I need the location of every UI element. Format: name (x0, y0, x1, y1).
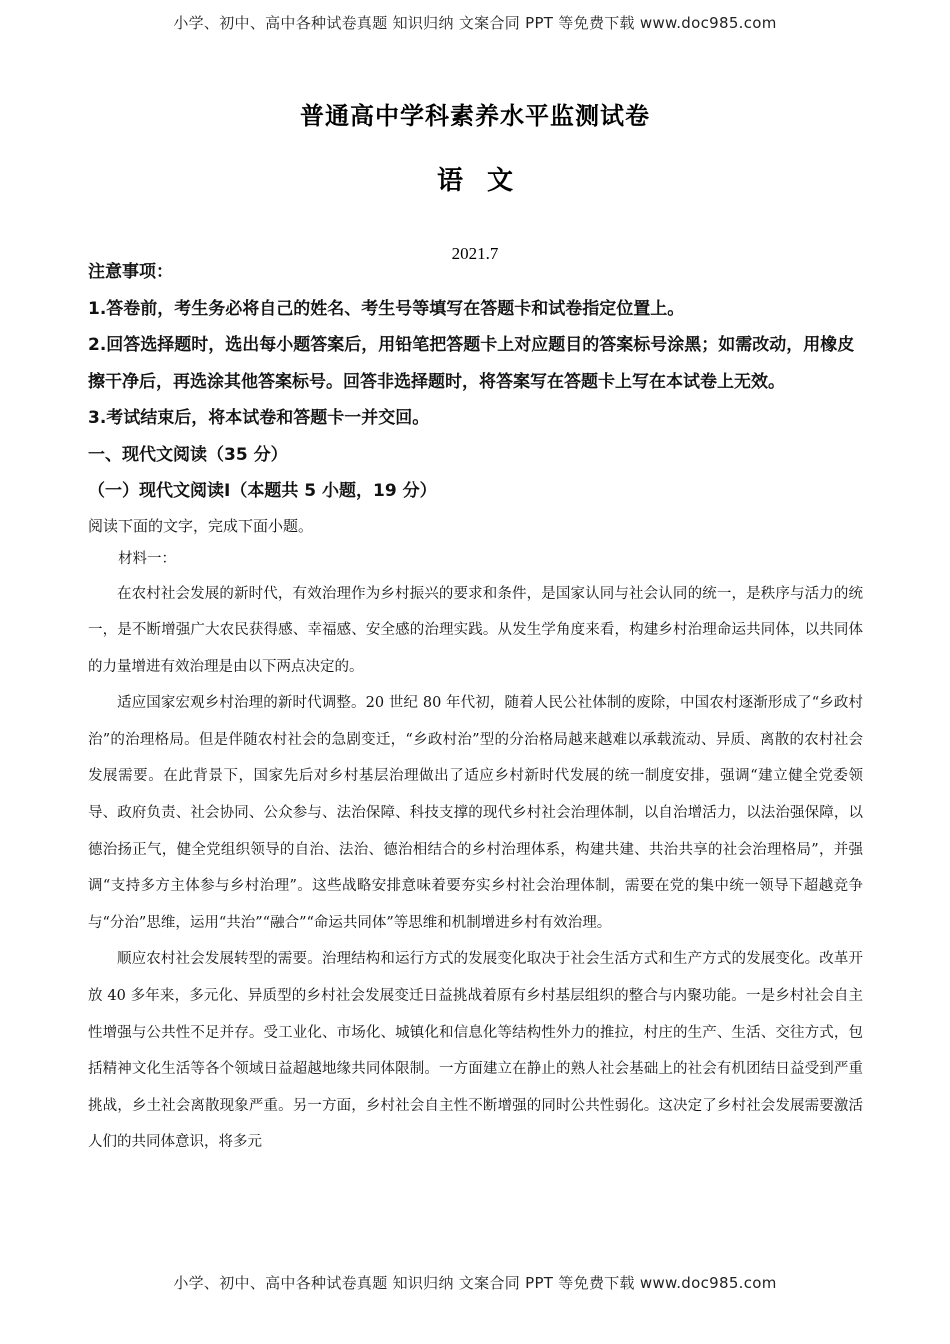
notice-item-1: 1.答卷前，考生务必将自己的姓名、考生号等填写在答题卡和试卷指定位置上。 (88, 298, 685, 319)
paragraph-1: 在农村社会发展的新时代，有效治理作为乡村振兴的要求和条件，是国家认同与社会认同的统一，是秩序与活力的统一，是不断增强广大农民获得感、幸福感、安全感的治理实践。从发生学角度来看，构建乡村治理命运共同体，以共同体的力量增进有效治理是由以下两点决定的。 (88, 585, 863, 675)
subsection-heading: （一）现代文阅读Ⅰ（本题共 5 小题，19 分） (88, 481, 437, 501)
material-label: 材料一： (118, 550, 176, 567)
document-body (88, 254, 863, 1161)
page-header: 小学、初中、高中各种试卷真题 知识归纳 文案合同 PPT 等免费下载 www.doc985.com (173, 14, 777, 32)
paragraph-3: 顺应农村社会发展转型的需要。治理结构和运行方式的发展变化取决于社会生活方式和生产方式的发展变化。改革开放 40 多年来，多元化、异质型的乡村社会发展变迁日益挑战着原有乡村基层组织的整合与内聚功能。一是乡村社会自主性增强与公共性不足并存。受工业化、市场化、城镇化和信息化等结构性外力的推拉，村庄的生产、生活、交往方式，包括精神文化生活等各个领域日益超越地缘共同体限制。一方面建立在静止的熟人社会基础上的社会有机团结日益受到严重挑战，乡土社会离散现象严重。另一方面，乡村社会自主性不断增强的同时公共性弱化。这决定了乡村社会发展需要激活人们的共同体意识，将多元 (88, 951, 863, 1151)
exam-date: 2021.7 (451, 244, 499, 263)
paragraph-2: 适应国家宏观乡村治理的新时代调整。20 世纪 80 年代初，随着人民公社体制的废除，中国农村逐渐形成了“乡政村治”的治理格局。但是伴随农村社会的急剧变迁，“乡政村治”型的分治格局越来越难以承载流动、异质、离散的农村社会发展需要。在此背景下，国家先后对乡村基层治理做出了适应乡村新时代发展的统一制度安排，强调“建立健全党委领导、政府负责、社会协同、公众参与、法治保障、科技支撑的现代乡村社会治理体制，以自治增活力，以法治强保障，以德治扬正气，健全党组织领导的自治、法治、德治相结合的乡村治理体系，构建共建、共治共享的社会治理格局”，并强调“支持多方主体参与乡村治理”。这些战略安排意味着要夯实乡村社会治理体制，需要在党的集中统一领导下超越竞争与“分治”思维，运用“共治”“融合”“命运共同体”等思维和机制增进乡村有效治理。 (88, 695, 863, 931)
reading-instruction: 阅读下面的文字，完成下面小题。 (88, 516, 314, 535)
exam-title: 普通高中学科素养水平监测试卷 (300, 102, 650, 130)
notice-item-3: 3.考试结束后，将本试卷和答题卡一并交回。 (88, 408, 430, 428)
subject-title: 语文 (436, 166, 537, 196)
notice-item-2: 2.回答选择题时，选出每小题答案后，用铅笔把答题卡上对应题目的答案标号涂黑；如需改动，用橡皮擦干净后，再选涂其他答案标号。回答非选择题时，将答案写在答题卡上写在本试卷上无效。 (88, 335, 855, 392)
part-heading: 一、现代文阅读（35 分） (88, 444, 288, 465)
page-footer: 小学、初中、高中各种试卷真题 知识归纳 文案合同 PPT 等免费下载 www.doc985.com (173, 1274, 777, 1292)
notice-title: 注意事项： (88, 262, 173, 282)
